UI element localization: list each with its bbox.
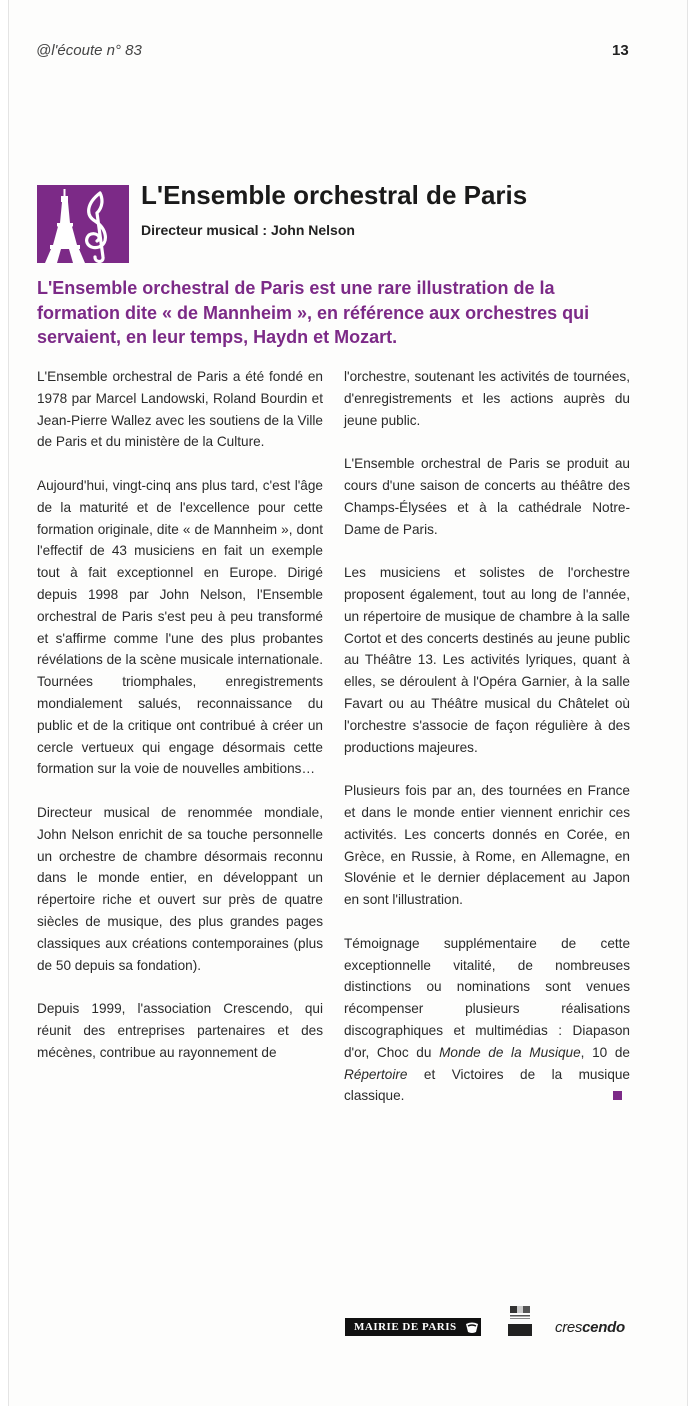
ministry-culture-logo bbox=[508, 1306, 532, 1336]
sponsor-footer bbox=[0, 1300, 694, 1350]
publication-header: @l'écoute n° 83 bbox=[36, 42, 142, 59]
right-column bbox=[344, 366, 630, 1129]
eiffel-clef-logo bbox=[37, 185, 129, 263]
last-paragraph bbox=[344, 933, 630, 1107]
paragraph: Aujourd'hui, vingt-cinq ans plus tard, c'est l'âge de la maturité et de l'excellence pour cette formation originale, dite « de Mannheim », dont l'effectif de 43 musiciens en fait un exemple tout à fait exceptionnel en Europe. Dirigé depuis 1998 par John Nelson, l'Ensemble orchestral de Paris s'est peu à peu transformé et s'affirme comme l'une des plus probantes révélations de la scène musicale internationale. Tournées triomphales, enregistrements mondialement salués, reconnaissance du public et de la critique ont contribué à créer un cercle vertueux qui engage désormais cette formation sur la voie de nouvelles ambitions… bbox=[37, 477, 323, 777]
text-segment: Témoignage supplémentaire de cette exceptionnelle vitalité, de nombreuses distinctions ou nominations sont venues récompenser plusieurs réalisations discographiques et multimédias : Diapason d'or, Choc du bbox=[344, 935, 630, 1060]
logo-text: cres bbox=[555, 1319, 583, 1336]
article-lead: L'Ensemble orchestral de Paris est une rare illustration de la formation dite « de Mannheim », en référence aux orchestres qui servaient, en leur temps, Haydn et Mozart. bbox=[37, 278, 590, 347]
left-column bbox=[37, 366, 323, 1085]
article-subtitle: Directeur musical : John Nelson bbox=[141, 222, 355, 238]
paragraph: Plusieurs fois par an, des tournées en France et dans le monde entier viennent enrichir ces activités. Les concerts donnés en Corée, en Grèce, en Russie, à Rome, en Allemagne, en Slovénie et le dernier déplacement au Japon en sont l'illustration. bbox=[344, 783, 630, 908]
paragraph: L'Ensemble orchestral de Paris se produit au cours d'une saison de concerts au théâtre des Champs-Élysées et à la cathédrale Notre-Dame de Paris. bbox=[344, 456, 630, 537]
italic-title: Monde de la Musique bbox=[439, 1044, 581, 1060]
text-segment: , 10 de bbox=[580, 1044, 630, 1060]
logo-text-bold: cendo bbox=[582, 1319, 625, 1336]
paragraph: L'Ensemble orchestral de Paris a été fondé en 1978 par Marcel Landowski, Roland Bourdin et Jean-Pierre Wallez avec les soutiens de la Ville de Paris et du ministère de la Culture. bbox=[37, 369, 323, 450]
eiffel-clef-icon bbox=[37, 185, 129, 263]
end-mark-icon bbox=[613, 1091, 622, 1100]
mairie-de-paris-logo: MAIRIE DE PARIS bbox=[345, 1318, 479, 1336]
text-segment: et Victoires de la musique classique. bbox=[344, 1066, 630, 1104]
paris-ship-icon bbox=[463, 1318, 481, 1336]
paragraph: Directeur musical de renommée mondiale, John Nelson enrichit de sa touche personnelle un orchestre de chambre désormais reconnu dans le monde entier, en développant un répertoire riche et ouvert sur près de quatre siècles de musique, des plus grandes pages classiques aux créations contemporaines (plus de 50 depuis sa fondation). bbox=[37, 804, 323, 973]
page-number: 13 bbox=[612, 42, 629, 59]
crescendo-logo bbox=[555, 1319, 625, 1336]
paragraph: Depuis 1999, l'association Crescendo, qui réunit des entreprises partenaires et des mécènes, contribue au rayonnement de bbox=[37, 1001, 323, 1060]
article-title: L'Ensemble orchestral de Paris bbox=[141, 180, 528, 210]
paragraph: l'orchestre, soutenant les activités de tournées, d'enregistrements et les actions auprès du jeune public. bbox=[344, 369, 630, 428]
italic-title: Répertoire bbox=[344, 1066, 408, 1082]
paragraph: Les musiciens et solistes de l'orchestre proposent également, tout au long de l'année, un répertoire de musique de chambre à la salle Cortot et des concerts destinés au jeune public au Théâtre 13. Les activités lyriques, quant à elles, se déroulent à l'Opéra Garnier, à la salle Favart ou au Théâtre musical du Châtelet où l'orchestre s'associe de façon régulière à des productions majeures. bbox=[344, 565, 630, 755]
